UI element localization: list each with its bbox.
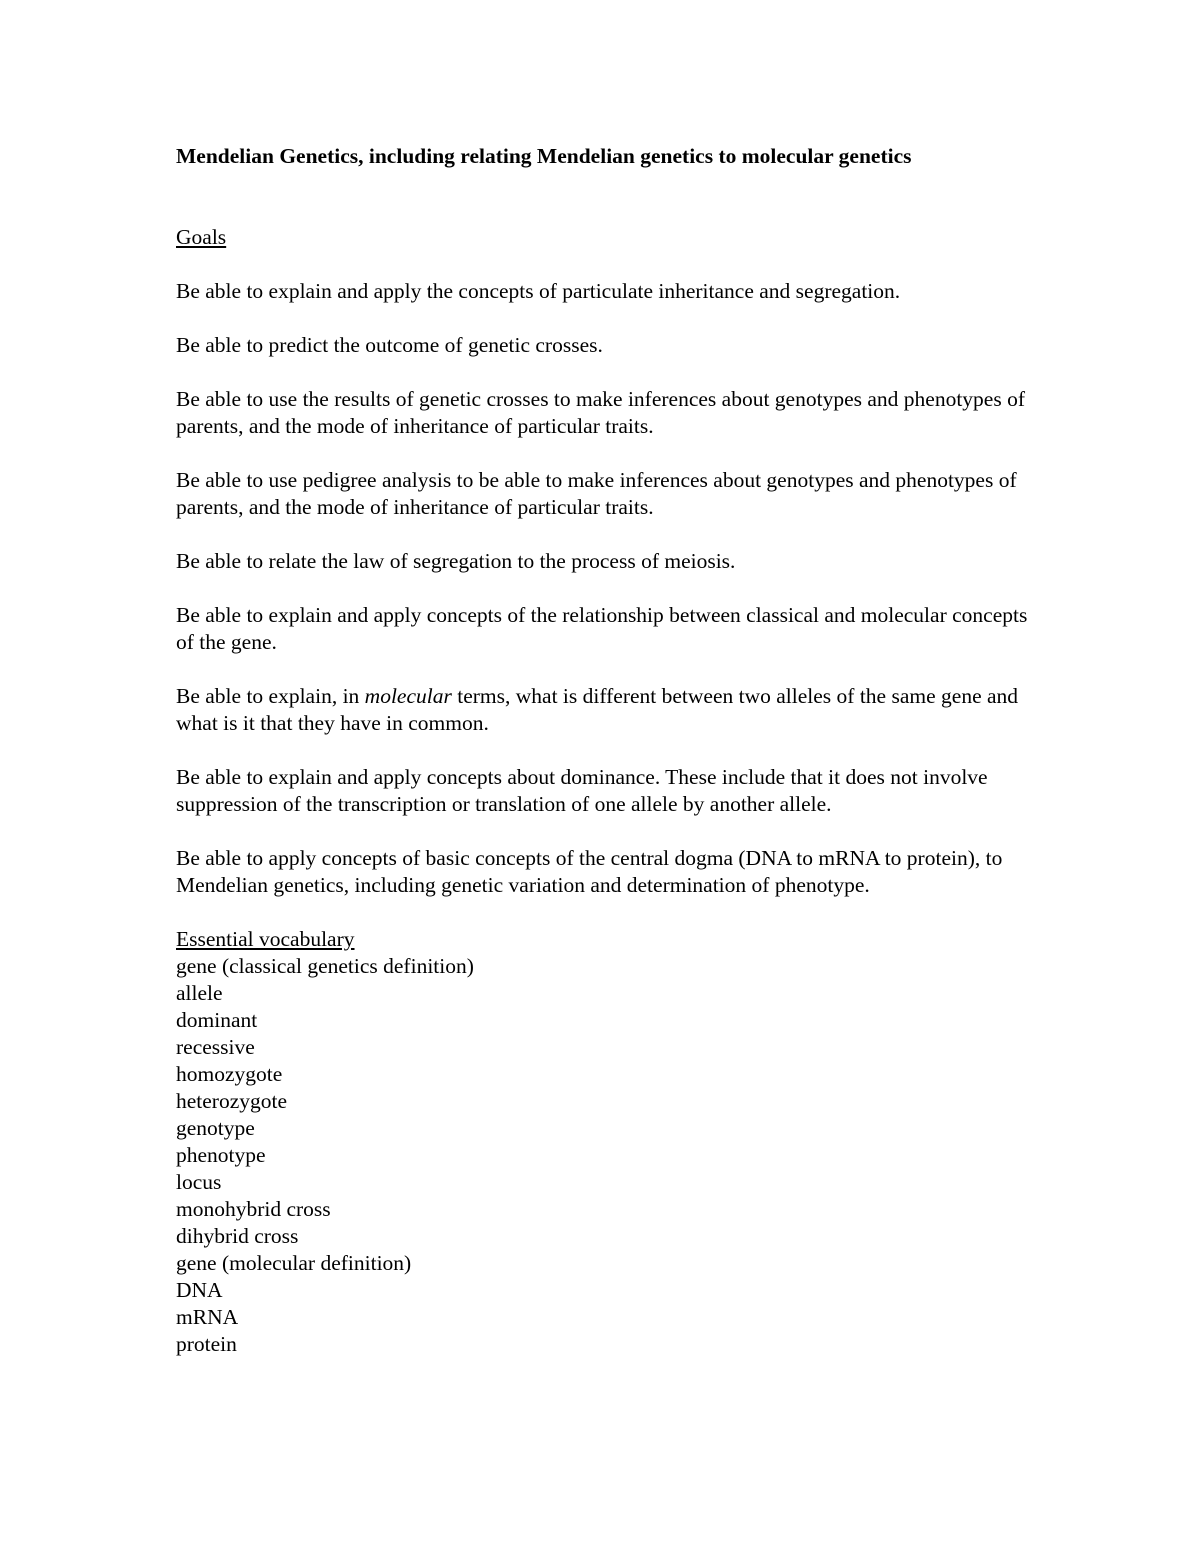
- vocabulary-item: recessive: [176, 1035, 255, 1059]
- vocabulary-item: gene (molecular definition): [176, 1251, 412, 1275]
- document-page: [176, 141, 1046, 1358]
- vocabulary-item: phenotype: [176, 1143, 266, 1167]
- vocabulary-item: allele: [176, 981, 223, 1005]
- goal-item: Be able to explain and apply the concepts of particulate inheritance and segregation.: [176, 279, 901, 303]
- goal-text-before: Be able to explain, in: [176, 684, 365, 708]
- vocabulary-item: heterozygote: [176, 1089, 288, 1113]
- vocabulary-item: dihybrid cross: [176, 1224, 299, 1248]
- vocabulary-item: gene (classical genetics definition): [176, 954, 474, 978]
- vocabulary-item: genotype: [176, 1116, 255, 1140]
- document-title: Mendelian Genetics, including relating Mendelian genetics to molecular genetics: [176, 144, 912, 168]
- goal-item: Be able to apply concepts of basic concepts of the central dogma (DNA to mRNA to protein), to Mendelian genetics, including genetic variation and determination of phenotype.: [176, 846, 1003, 897]
- goal-item: Be able to predict the outcome of genetic crosses.: [176, 333, 603, 357]
- vocabulary-item: locus: [176, 1170, 222, 1194]
- goal-item: Be able to relate the law of segregation to the process of meiosis.: [176, 549, 736, 573]
- goal-item: [176, 683, 1046, 737]
- goal-emphasis: molecular: [364, 684, 452, 708]
- goal-text-after: terms, what is different between two alleles of the same gene and what is it that they have in common.: [176, 684, 1019, 735]
- vocabulary-item: homozygote: [176, 1062, 283, 1086]
- vocabulary-item: dominant: [176, 1008, 258, 1032]
- vocabulary-item: mRNA: [176, 1305, 239, 1329]
- vocabulary-item: monohybrid cross: [176, 1197, 331, 1221]
- vocabulary-list: [176, 953, 1046, 1358]
- goal-item: Be able to explain and apply concepts of the relationship between classical and molecular concepts of the gene.: [176, 603, 1028, 654]
- goal-item: Be able to explain and apply concepts about dominance. These include that it does not involve suppression of the transcription or translation of one allele by another allele.: [176, 765, 988, 816]
- goals-heading: Goals: [176, 225, 227, 249]
- goal-item: Be able to use pedigree analysis to be able to make inferences about genotypes and phenotypes of parents, and the mode of inheritance of particular traits.: [176, 468, 1017, 519]
- vocabulary-item: DNA: [176, 1278, 223, 1302]
- vocabulary-item: protein: [176, 1332, 237, 1356]
- goal-item: Be able to use the results of genetic crosses to make inferences about genotypes and phenotypes of parents, and the mode of inheritance of particular traits.: [176, 387, 1025, 438]
- vocabulary-heading: Essential vocabulary: [176, 927, 355, 951]
